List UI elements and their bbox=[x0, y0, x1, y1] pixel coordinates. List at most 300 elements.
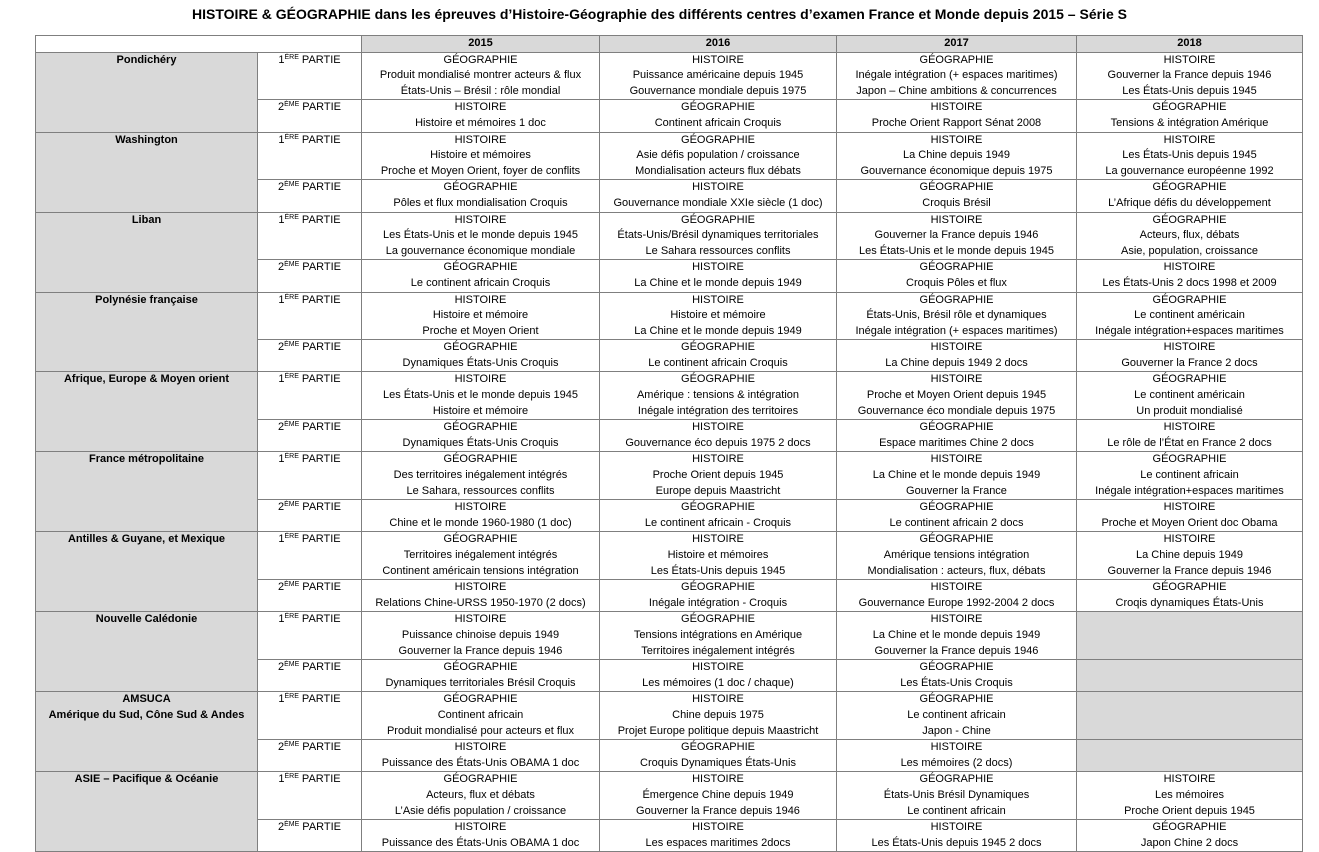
exam-subject-cell bbox=[1077, 212, 1303, 260]
subject-discipline: HISTOIRE bbox=[454, 101, 507, 114]
table-row bbox=[36, 52, 1303, 100]
subject-discipline: GÉOGRAPHIE bbox=[681, 501, 755, 514]
exam-subject-cell bbox=[362, 612, 600, 660]
subject-discipline: HISTOIRE bbox=[692, 181, 744, 194]
year-header: 2018 bbox=[1077, 36, 1303, 53]
subject-topic: Dynamiques territoriales Brésil Croquis bbox=[385, 676, 576, 689]
part-word: PARTIE bbox=[299, 421, 342, 434]
exam-center-label: AMSUCA bbox=[122, 693, 171, 706]
subject-topic: Proche et Moyen Orient, foyer de conflits bbox=[380, 164, 581, 177]
subject-topic: Les États-Unis et le monde depuis 1945 bbox=[382, 229, 579, 242]
subject-topic: Histoire et mémoire bbox=[432, 404, 529, 417]
subject-topic: Le continent américain bbox=[1134, 309, 1245, 322]
part-label bbox=[258, 612, 362, 660]
subject-topic: Asie, population, croissance bbox=[1121, 244, 1258, 257]
table-row bbox=[36, 452, 1303, 500]
part-number: 1 bbox=[278, 613, 285, 626]
part-ordinal: ÈRE bbox=[284, 613, 299, 621]
page-title: HISTOIRE & GÉOGRAPHIE dans les épreuves d’Histoire-Géographie des différents centres d’examen France et Monde depuis 2015 – Série S bbox=[192, 6, 1127, 22]
exam-subject-cell bbox=[600, 820, 837, 852]
subject-discipline: HISTOIRE bbox=[1163, 421, 1216, 434]
subject-topic: Inégale intégration - Croquis bbox=[648, 596, 788, 609]
exam-subject-cell bbox=[362, 132, 600, 180]
subject-topic: Histoire et mémoires 1 doc bbox=[415, 116, 546, 129]
exam-center-label: ASIE – Pacifique & Océanie bbox=[74, 773, 219, 786]
subject-discipline: HISTOIRE bbox=[930, 133, 983, 146]
exam-subject-cell bbox=[600, 212, 837, 260]
subject-topic: Les États-Unis depuis 1945 bbox=[650, 564, 786, 577]
table-row bbox=[36, 692, 1303, 740]
subject-discipline: GÉOGRAPHIE bbox=[1152, 581, 1227, 594]
table-row bbox=[36, 772, 1303, 820]
exam-subject-cell bbox=[837, 740, 1077, 772]
subject-topic: Les États-Unis depuis 1945 bbox=[1122, 149, 1257, 162]
exam-subject-cell bbox=[1077, 500, 1303, 532]
part-label bbox=[258, 692, 362, 740]
subject-discipline: GÉOGRAPHIE bbox=[681, 741, 755, 754]
part-ordinal: ÈRE bbox=[284, 53, 299, 61]
subject-topic: L’Afrique défis du développement bbox=[1108, 196, 1271, 209]
part-word: PARTIE bbox=[299, 341, 342, 354]
subject-topic: Inégale intégration+espaces maritimes bbox=[1095, 324, 1284, 337]
part-word: PARTIE bbox=[299, 101, 342, 114]
subject-discipline: GÉOGRAPHIE bbox=[919, 53, 994, 66]
year-header: 2016 bbox=[600, 36, 837, 53]
part-number: 2 bbox=[277, 341, 285, 354]
exam-subject-cell bbox=[600, 420, 837, 452]
part-number: 1 bbox=[278, 213, 285, 226]
empty-cell bbox=[1077, 612, 1303, 660]
part-label bbox=[258, 820, 362, 852]
subject-discipline: GÉOGRAPHIE bbox=[443, 53, 518, 66]
exam-center-label: Nouvelle Calédonie bbox=[95, 613, 198, 626]
part-ordinal: ÈME bbox=[284, 261, 300, 269]
subject-discipline: HISTOIRE bbox=[692, 421, 744, 434]
part-ordinal: ÈRE bbox=[284, 213, 299, 221]
exam-subject-cell bbox=[1077, 532, 1303, 580]
subject-topic: Le continent africain Croquis bbox=[410, 276, 551, 289]
subject-topic: Continent africain Croquis bbox=[654, 116, 782, 129]
subject-topic: Puissance américaine depuis 1945 bbox=[632, 69, 804, 82]
subject-topic: Amérique : tensions & intégration bbox=[636, 389, 800, 402]
exam-center-name bbox=[36, 532, 258, 612]
subject-topic: Histoire et mémoires bbox=[430, 149, 531, 162]
part-ordinal: ÈRE bbox=[284, 773, 299, 781]
exam-subject-cell bbox=[837, 260, 1077, 292]
subject-topic: Proche et Moyen Orient bbox=[422, 324, 539, 337]
exam-center-label: Afrique, Europe & Moyen orient bbox=[63, 373, 229, 386]
exam-subject-cell bbox=[837, 372, 1077, 420]
exam-subject-cell bbox=[600, 660, 837, 692]
part-label bbox=[258, 260, 362, 292]
part-label bbox=[258, 660, 362, 692]
exam-center-sublabel: Amérique du Sud, Cône Sud & Andes bbox=[48, 708, 245, 721]
subject-topic: Proche et Moyen Orient doc Obama bbox=[1101, 516, 1278, 529]
exam-subject-cell bbox=[837, 132, 1077, 180]
subject-topic: Gouverner la France depuis 1946 bbox=[1107, 564, 1272, 577]
exam-subject-cell bbox=[600, 292, 837, 340]
subject-topic: Territoires inégalement intégrés bbox=[403, 549, 558, 561]
part-number: 1 bbox=[278, 373, 285, 386]
subject-topic: Les États-Unis depuis 1945 bbox=[1122, 84, 1257, 97]
subject-topic: Gouvernance mondiale XXIe siècle (1 doc) bbox=[613, 196, 823, 209]
subject-topic: Japon Chine 2 docs bbox=[1140, 836, 1239, 849]
exam-table bbox=[35, 35, 1303, 852]
subject-topic: Le continent africain Croquis bbox=[648, 356, 788, 369]
subject-topic: La Chine et le monde depuis 1949 bbox=[872, 628, 1041, 641]
subject-topic: Inégale intégration (+ espaces maritimes) bbox=[855, 69, 1058, 82]
exam-subject-cell bbox=[837, 660, 1077, 692]
part-number: 2 bbox=[277, 501, 285, 514]
subject-discipline: GÉOGRAPHIE bbox=[443, 453, 518, 466]
year-header-row bbox=[36, 36, 1303, 53]
part-number: 1 bbox=[278, 133, 285, 146]
subject-topic: Les États-Unis Croquis bbox=[900, 676, 1013, 689]
part-word: PARTIE bbox=[298, 53, 341, 66]
subject-discipline: HISTOIRE bbox=[454, 133, 507, 146]
subject-topic: Les États-Unis depuis 1945 2 docs bbox=[871, 836, 1042, 849]
exam-subject-cell bbox=[600, 100, 837, 132]
exam-subject-cell bbox=[837, 612, 1077, 660]
exam-subject-cell bbox=[837, 532, 1077, 580]
exam-subject-cell bbox=[1077, 52, 1303, 100]
exam-subject-cell bbox=[837, 100, 1077, 132]
part-label bbox=[258, 740, 362, 772]
subject-discipline: GÉOGRAPHIE bbox=[443, 533, 518, 546]
subject-topic: Japon – Chine ambitions & concurrences bbox=[856, 84, 1057, 97]
part-label bbox=[258, 772, 362, 820]
subject-topic: La Chine depuis 1949 bbox=[902, 149, 1011, 162]
exam-subject-cell bbox=[837, 500, 1077, 532]
empty-cell bbox=[1077, 692, 1303, 740]
exam-center-label: Liban bbox=[131, 213, 162, 226]
subject-topic: Gouvernance économique depuis 1975 bbox=[860, 164, 1053, 177]
exam-subject-cell bbox=[837, 180, 1077, 212]
subject-topic: Produit mondialisé pour acteurs et flux bbox=[386, 724, 575, 737]
exam-subject-cell bbox=[362, 692, 600, 740]
subject-topic: Le continent africain bbox=[1140, 469, 1239, 482]
subject-discipline: HISTOIRE bbox=[692, 453, 744, 466]
exam-subject-cell bbox=[362, 372, 600, 420]
exam-subject-cell bbox=[362, 260, 600, 292]
subject-discipline: GÉOGRAPHIE bbox=[919, 661, 994, 674]
part-word: PARTIE bbox=[298, 133, 341, 146]
exam-subject-cell bbox=[1077, 100, 1303, 132]
part-ordinal: ÈRE bbox=[284, 133, 299, 141]
empty-cell bbox=[1077, 740, 1303, 772]
subject-discipline: GÉOGRAPHIE bbox=[919, 293, 994, 306]
subject-topic: Les mémoires (2 docs) bbox=[900, 756, 1013, 769]
subject-topic: La Chine et le monde depuis 1949 bbox=[634, 276, 802, 289]
subject-topic: Puissance des États-Unis OBAMA 1 doc bbox=[381, 756, 580, 769]
subject-topic: Le continent africain bbox=[907, 708, 1006, 721]
exam-subject-cell bbox=[1077, 580, 1303, 612]
subject-topic: États-Unis/Brésil dynamiques territoriales bbox=[617, 229, 819, 242]
subject-discipline: HISTOIRE bbox=[454, 613, 507, 626]
exam-subject-cell bbox=[837, 580, 1077, 612]
subject-topic: Chine depuis 1975 bbox=[672, 708, 764, 721]
subject-discipline: HISTOIRE bbox=[930, 373, 983, 386]
subject-topic: Pôles et flux mondialisation Croquis bbox=[393, 196, 568, 209]
subject-topic: Gouvernance éco mondiale depuis 1975 bbox=[857, 404, 1056, 417]
subject-discipline: HISTOIRE bbox=[692, 533, 744, 546]
exam-center-name bbox=[36, 132, 258, 212]
subject-topic: Des territoires inégalement intégrés bbox=[393, 469, 568, 482]
part-ordinal: ÈME bbox=[284, 501, 300, 509]
subject-topic: Gouverner la France 2 docs bbox=[1121, 356, 1258, 369]
part-label bbox=[258, 532, 362, 580]
exam-subject-cell bbox=[362, 500, 600, 532]
subject-topic: L’Asie défis population / croissance bbox=[394, 804, 567, 817]
part-label bbox=[258, 340, 362, 372]
subject-topic: Relations Chine-URSS 1950-1970 (2 docs) bbox=[375, 596, 586, 609]
exam-subject-cell bbox=[837, 212, 1077, 260]
exam-subject-cell bbox=[362, 772, 600, 820]
subject-topic: Asie défis population / croissance bbox=[636, 149, 800, 162]
part-number: 2 bbox=[277, 421, 285, 434]
subject-discipline: HISTOIRE bbox=[692, 693, 744, 706]
subject-discipline: GÉOGRAPHIE bbox=[1152, 213, 1227, 226]
subject-discipline: GÉOGRAPHIE bbox=[443, 421, 518, 434]
part-number: 2 bbox=[277, 181, 285, 194]
subject-discipline: HISTOIRE bbox=[692, 53, 744, 66]
exam-subject-cell bbox=[600, 740, 837, 772]
subject-topic: Histoire et mémoire bbox=[670, 309, 766, 322]
part-word: PARTIE bbox=[298, 533, 341, 546]
exam-subject-cell bbox=[1077, 372, 1303, 420]
exam-center-label: Antilles & Guyane, et Mexique bbox=[67, 533, 226, 546]
part-number: 2 bbox=[277, 581, 285, 594]
exam-subject-cell bbox=[600, 372, 837, 420]
subject-topic: Gouverner la France depuis 1946 bbox=[874, 644, 1039, 657]
exam-subject-cell bbox=[1077, 292, 1303, 340]
subject-discipline: HISTOIRE bbox=[1163, 261, 1216, 274]
exam-center-name bbox=[36, 692, 258, 772]
subject-topic: La gouvernance économique mondiale bbox=[385, 244, 576, 257]
subject-topic: Territoires inégalement intégrés bbox=[641, 644, 795, 657]
exam-subject-cell bbox=[1077, 452, 1303, 500]
part-ordinal: ÈME bbox=[284, 821, 300, 829]
subject-topic: États-Unis – Brésil : rôle mondial bbox=[400, 84, 561, 97]
subject-topic: Puissance des États-Unis OBAMA 1 doc bbox=[381, 836, 580, 849]
subject-topic: Le Sahara, ressources conflits bbox=[406, 484, 555, 497]
part-number: 2 bbox=[277, 661, 285, 674]
subject-topic: Gouverner la France depuis 1946 bbox=[636, 804, 800, 817]
subject-discipline: HISTOIRE bbox=[930, 341, 983, 354]
subject-discipline: HISTOIRE bbox=[1163, 341, 1216, 354]
subject-discipline: GÉOGRAPHIE bbox=[1152, 453, 1227, 466]
part-ordinal: ÈRE bbox=[284, 293, 299, 301]
subject-topic: Croquis Dynamiques États-Unis bbox=[640, 756, 796, 769]
table-row bbox=[36, 212, 1303, 260]
exam-subject-cell bbox=[600, 340, 837, 372]
subject-discipline: GÉOGRAPHIE bbox=[681, 341, 755, 354]
subject-topic: Le rôle de l’État en France 2 docs bbox=[1107, 436, 1272, 449]
part-ordinal: ÈME bbox=[284, 181, 300, 189]
subject-topic: Mondialisation acteurs flux débats bbox=[635, 164, 801, 177]
exam-subject-cell bbox=[600, 260, 837, 292]
exam-subject-cell bbox=[837, 52, 1077, 100]
part-ordinal: ÈME bbox=[284, 421, 300, 429]
subject-discipline: HISTOIRE bbox=[1163, 53, 1216, 66]
part-ordinal: ÈRE bbox=[284, 373, 299, 381]
subject-topic: Proche Orient Rapport Sénat 2008 bbox=[871, 116, 1042, 129]
subject-topic: Proche Orient depuis 1945 bbox=[652, 469, 784, 482]
exam-subject-cell bbox=[362, 740, 600, 772]
exam-subject-cell bbox=[837, 772, 1077, 820]
part-word: PARTIE bbox=[298, 213, 341, 226]
subject-discipline: GÉOGRAPHIE bbox=[681, 613, 755, 626]
exam-subject-cell bbox=[1077, 820, 1303, 852]
subject-topic: Acteurs, flux, débats bbox=[1139, 229, 1240, 242]
subject-topic: Inégale intégration (+ espaces maritimes) bbox=[855, 324, 1058, 337]
part-label bbox=[258, 292, 362, 340]
exam-subject-cell bbox=[362, 580, 600, 612]
part-word: PARTIE bbox=[299, 741, 342, 754]
exam-subject-cell bbox=[362, 52, 600, 100]
subject-discipline: GÉOGRAPHIE bbox=[443, 661, 518, 674]
part-ordinal: ÈRE bbox=[284, 533, 299, 541]
subject-discipline: GÉOGRAPHIE bbox=[919, 693, 994, 706]
part-label bbox=[258, 100, 362, 132]
subject-discipline: HISTOIRE bbox=[692, 821, 744, 834]
subject-topic: Le continent africain 2 docs bbox=[889, 516, 1024, 529]
part-word: PARTIE bbox=[299, 581, 342, 594]
exam-subject-cell bbox=[1077, 420, 1303, 452]
subject-discipline: GÉOGRAPHIE bbox=[681, 373, 755, 386]
table-row bbox=[36, 372, 1303, 420]
subject-discipline: HISTOIRE bbox=[454, 293, 507, 306]
year-header: 2015 bbox=[362, 36, 600, 53]
subject-topic: Chine et le monde 1960-1980 (1 doc) bbox=[389, 516, 572, 529]
subject-discipline: HISTOIRE bbox=[454, 741, 507, 754]
empty-cell bbox=[1077, 660, 1303, 692]
subject-topic: Gouverner la France bbox=[906, 484, 1007, 497]
subject-topic: Gouverner la France depuis 1946 bbox=[398, 644, 563, 657]
subject-topic: Projet Europe politique depuis Maastricht bbox=[617, 724, 819, 737]
subject-topic: Proche et Moyen Orient depuis 1945 bbox=[866, 389, 1047, 402]
exam-center-label: France métropolitaine bbox=[89, 453, 204, 466]
subject-topic: Les États-Unis 2 docs 1998 et 2009 bbox=[1102, 276, 1277, 289]
part-word: PARTIE bbox=[298, 453, 341, 466]
subject-discipline: HISTOIRE bbox=[1163, 133, 1216, 146]
exam-subject-cell bbox=[600, 52, 837, 100]
subject-topic: Les mémoires bbox=[1154, 788, 1225, 801]
exam-subject-cell bbox=[1077, 772, 1303, 820]
table-row bbox=[36, 292, 1303, 340]
subject-discipline: HISTOIRE bbox=[930, 453, 983, 466]
exam-center-name bbox=[36, 772, 258, 852]
subject-discipline: GÉOGRAPHIE bbox=[443, 341, 518, 354]
table-row bbox=[36, 132, 1303, 180]
subject-discipline: HISTOIRE bbox=[454, 501, 507, 514]
part-label bbox=[258, 420, 362, 452]
part-word: PARTIE bbox=[299, 661, 342, 674]
subject-topic: Le continent africain bbox=[907, 804, 1006, 817]
part-word: PARTIE bbox=[299, 821, 342, 834]
part-number: 2 bbox=[277, 821, 285, 834]
table-row bbox=[36, 532, 1303, 580]
subject-topic: Histoire et mémoires bbox=[667, 549, 769, 561]
subject-discipline: GÉOGRAPHIE bbox=[443, 181, 518, 194]
subject-discipline: HISTOIRE bbox=[1163, 501, 1216, 514]
subject-topic: La Chine depuis 1949 bbox=[1135, 549, 1244, 561]
part-number: 1 bbox=[278, 293, 285, 306]
exam-subject-cell bbox=[362, 452, 600, 500]
subject-topic: Le continent africain - Croquis bbox=[644, 516, 792, 529]
exam-center-name bbox=[36, 372, 258, 452]
exam-subject-cell bbox=[362, 180, 600, 212]
exam-subject-cell bbox=[837, 452, 1077, 500]
exam-center-label: Polynésie française bbox=[95, 293, 198, 306]
subject-discipline: GÉOGRAPHIE bbox=[681, 213, 755, 226]
exam-subject-cell bbox=[600, 532, 837, 580]
exam-subject-cell bbox=[837, 292, 1077, 340]
subject-discipline: HISTOIRE bbox=[454, 821, 507, 834]
subject-discipline: GÉOGRAPHIE bbox=[1152, 821, 1227, 834]
subject-topic: Le Sahara ressources conflits bbox=[645, 244, 791, 257]
part-ordinal: ÈRE bbox=[284, 453, 299, 461]
subject-topic: Tensions intégrations en Amérique bbox=[633, 628, 803, 641]
part-label bbox=[258, 180, 362, 212]
subject-discipline: GÉOGRAPHIE bbox=[443, 693, 518, 706]
subject-topic: Gouverner la France depuis 1946 bbox=[1107, 69, 1272, 82]
subject-discipline: GÉOGRAPHIE bbox=[681, 581, 755, 594]
part-label bbox=[258, 132, 362, 180]
part-word: PARTIE bbox=[298, 613, 341, 626]
subject-discipline: GÉOGRAPHIE bbox=[443, 261, 518, 274]
exam-center-name bbox=[36, 452, 258, 532]
subject-topic: Tensions & intégration Amérique bbox=[1110, 116, 1269, 129]
subject-topic: Le continent américain bbox=[1134, 389, 1245, 402]
part-number: 1 bbox=[278, 533, 285, 546]
subject-discipline: HISTOIRE bbox=[930, 741, 983, 754]
part-word: PARTIE bbox=[299, 501, 342, 514]
exam-subject-cell bbox=[600, 132, 837, 180]
exam-subject-cell bbox=[1077, 180, 1303, 212]
exam-center-name bbox=[36, 292, 258, 372]
part-label bbox=[258, 580, 362, 612]
subject-discipline: GÉOGRAPHIE bbox=[1152, 101, 1227, 114]
part-number: 2 bbox=[277, 261, 285, 274]
table-row bbox=[36, 612, 1303, 660]
subject-topic: Dynamiques États-Unis Croquis bbox=[402, 436, 559, 449]
subject-discipline: GÉOGRAPHIE bbox=[919, 261, 994, 274]
exam-center-label: Washington bbox=[115, 133, 178, 146]
exam-center-name bbox=[36, 52, 258, 132]
exam-subject-cell bbox=[837, 340, 1077, 372]
subject-discipline: GÉOGRAPHIE bbox=[919, 501, 994, 514]
subject-topic: Les espaces maritimes 2docs bbox=[645, 836, 791, 849]
exam-subject-cell bbox=[600, 500, 837, 532]
subject-discipline: HISTOIRE bbox=[454, 373, 507, 386]
subject-topic: La Chine et le monde depuis 1949 bbox=[872, 469, 1041, 482]
subject-discipline: HISTOIRE bbox=[930, 613, 983, 626]
exam-subject-cell bbox=[837, 820, 1077, 852]
part-label bbox=[258, 212, 362, 260]
exam-subject-cell bbox=[362, 660, 600, 692]
subject-topic: États-Unis, Brésil rôle et dynamiques bbox=[866, 309, 1047, 322]
part-number: 2 bbox=[277, 741, 285, 754]
subject-topic: Acteurs, flux et débats bbox=[426, 788, 535, 801]
subject-discipline: GÉOGRAPHIE bbox=[919, 533, 994, 546]
part-word: PARTIE bbox=[298, 693, 341, 706]
exam-subject-cell bbox=[600, 180, 837, 212]
part-word: PARTIE bbox=[298, 773, 341, 786]
exam-center-name bbox=[36, 212, 258, 292]
subject-topic: Inégale intégration+espaces maritimes bbox=[1095, 484, 1284, 497]
part-ordinal: ÈME bbox=[284, 581, 300, 589]
